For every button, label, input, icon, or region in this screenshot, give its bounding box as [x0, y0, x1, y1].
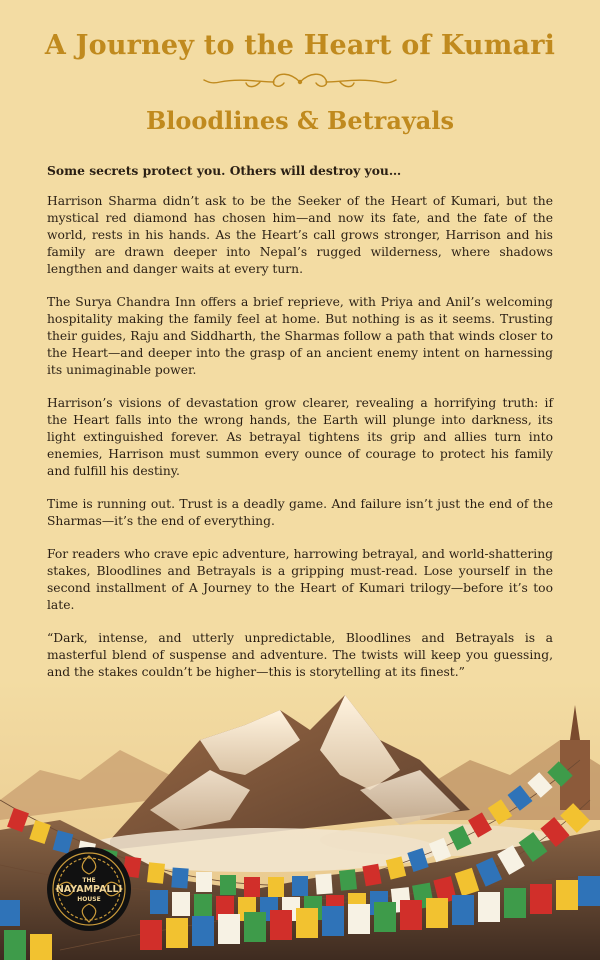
review-quote-text: “Dark, intense, and utterly unpredictable, Bloodlines and Betrayals is a masterful blend of suspense and adventure. The twists will keep you guessing, and the stakes couldn’t be higher—this is storytelling at its finest.” — [47, 631, 553, 679]
blurb-paragraph: For readers who crave epic adventure, harrowing betrayal, and world-shattering stakes, Bloodlines and Betrayals is a gripping must-read. Lose yourself in the second installment of A Journey to the Heart of Kumari trilogy—before it’s too late. — [47, 547, 553, 612]
blurb-paragraph: Time is running out. Trust is a deadly game. And failure isn’t just the end of the Sharmas—it’s the end of everything. — [47, 497, 553, 528]
blurb-paragraph: Harrison Sharma didn’t ask to be the Seeker of the Heart of Kumari, but the mystical red diamond has chosen him—and now its fate, and the fate of the world, rests in his hands. As the Heart’s call grows stronger, Harrison and his family are drawn deeper into Nepal’s rugged wilderness, where shadows lengthen and danger waits at every turn. — [47, 194, 553, 276]
flourish-divider-icon — [200, 70, 400, 94]
tagline: Some secrets protect you. Others will destroy you… — [47, 163, 402, 178]
book-title: Bloodlines & Betrayals — [145, 106, 454, 135]
blurb — [47, 162, 553, 698]
blurb-paragraph: The Surya Chandra Inn offers a brief reprieve, with Priya and Anil’s welcoming hospitality making the family feel at home. But nothing is as it seems. Trusting their guides, Raju and Siddharth, the Sharmas follow a path that winds closer to the Heart—and deeper into the grasp of an ancient enemy intent on harnessing its unimaginable power. — [47, 295, 553, 377]
publisher-logo-line3: HOUSE — [77, 896, 101, 903]
publisher-logo-line1: THE — [82, 877, 96, 884]
book-series-title: A Journey to the Heart of Kumari — [44, 30, 556, 61]
publisher-logo-line2: NAYAMPALLI — [55, 884, 123, 895]
publisher-logo — [46, 846, 132, 932]
blurb-paragraph: Harrison’s visions of devastation grow clearer, revealing a horrifying truth: if the Heart falls into the wrong hands, the Earth will plunge into darkness, its light extinguished forever. As betrayal tightens its grip and allies turn into enemies, Harrison must summon every ounce of courage to protect his family and fulfill his destiny. — [47, 396, 553, 478]
